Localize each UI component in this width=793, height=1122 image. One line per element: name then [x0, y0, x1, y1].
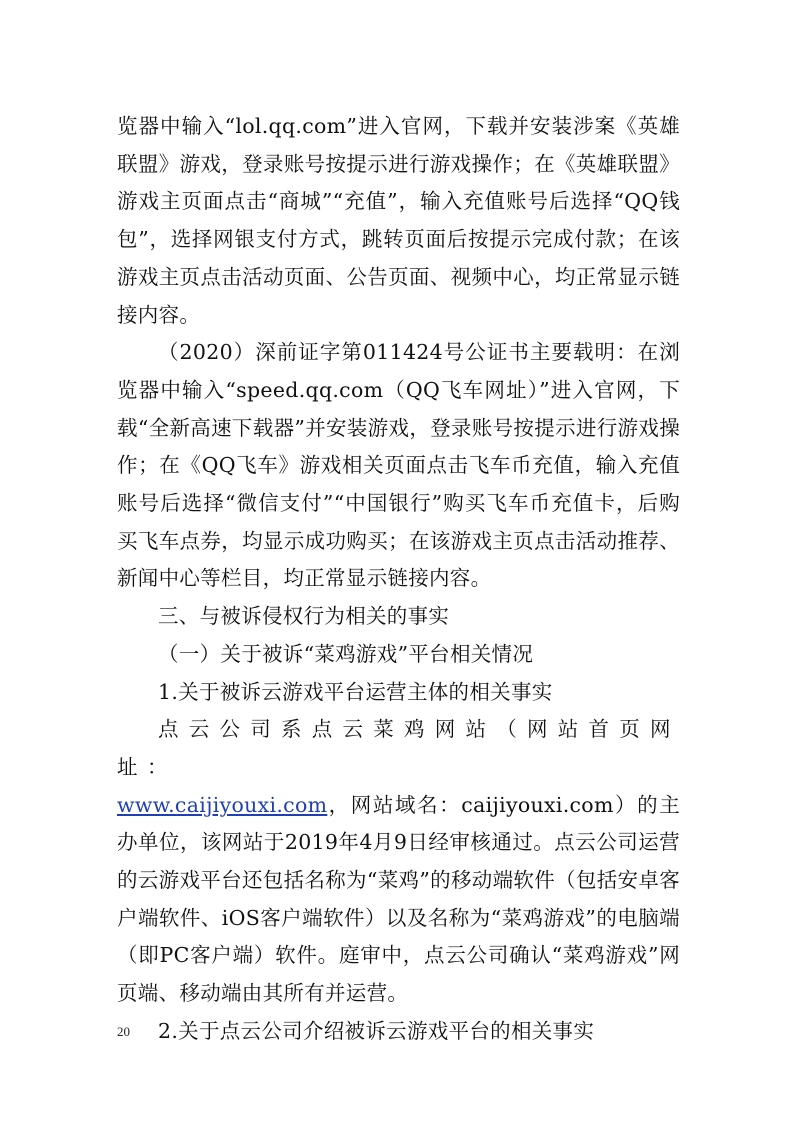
paragraph-dianyun-website-body: ，网站域名：caijiyouxi.com）的主办单位，该网站于2019年4月9日经审核通过。点云公司运营的云游戏平台还包括名称为“菜鸡”的移动端软件（包括安卓客户端软件、iOS客户端软件）以及名称为“菜鸡游戏”的电脑端（即PC客户端）软件。庭审中，点云公司确认“菜鸡游戏”网页端、移动端由其所有并运营。	[117, 792, 680, 1006]
subsection-heading-caiji-platform: （一）关于被诉“菜鸡游戏”平台相关情况	[158, 641, 534, 666]
item-heading-operator-facts: 1.关于被诉云游戏平台运营主体的相关事实	[158, 679, 553, 704]
website-link[interactable]: www.caijiyouxi.com	[117, 792, 328, 817]
paragraph-dianyun-website-line1: 点云公司系点云菜鸡网站（网站首页网址：	[117, 717, 680, 779]
paragraph-speed-notarization: （2020）深前证字第011424号公证书主要载明：在浏览器中输入“speed.qq.com（QQ飞车网址）”进入官网，下载“全新高速下载器”并安装游戏，登录账号按提示进行游戏操作；在《QQ飞车》游戏相关页面点击飞车币充值，输入充值账号后选择“微信支付”“中国银行”购买飞车币充值卡，后购买飞车点券，均显示成功购买；在该游戏主页点击活动推荐、新闻中心等栏目，均正常显示链接内容。	[117, 340, 680, 591]
section-heading-infringement-facts: 三、与被诉侵权行为相关的事实	[158, 604, 450, 629]
page-number: 20	[117, 1024, 130, 1039]
item-heading-platform-introduction: 2.关于点云公司介绍被诉云游戏平台的相关事实	[158, 1018, 595, 1043]
paragraph-lol-notarization: 览器中输入“lol.qq.com”进入官网，下载并安装涉案《英雄联盟》游戏，登录账号按提示进行游戏操作；在《英雄联盟》游戏主页面点击“商城”“充值”，输入充值账号后选择“QQ钱包”，选择网银支付方式，跳转页面后按提示完成付款；在该游戏主页点击活动页面、公告页面、视频中心，均正常显示链接内容。	[117, 114, 680, 327]
document-body	[117, 108, 680, 1051]
paragraph-dianyun-website	[117, 787, 680, 1013]
